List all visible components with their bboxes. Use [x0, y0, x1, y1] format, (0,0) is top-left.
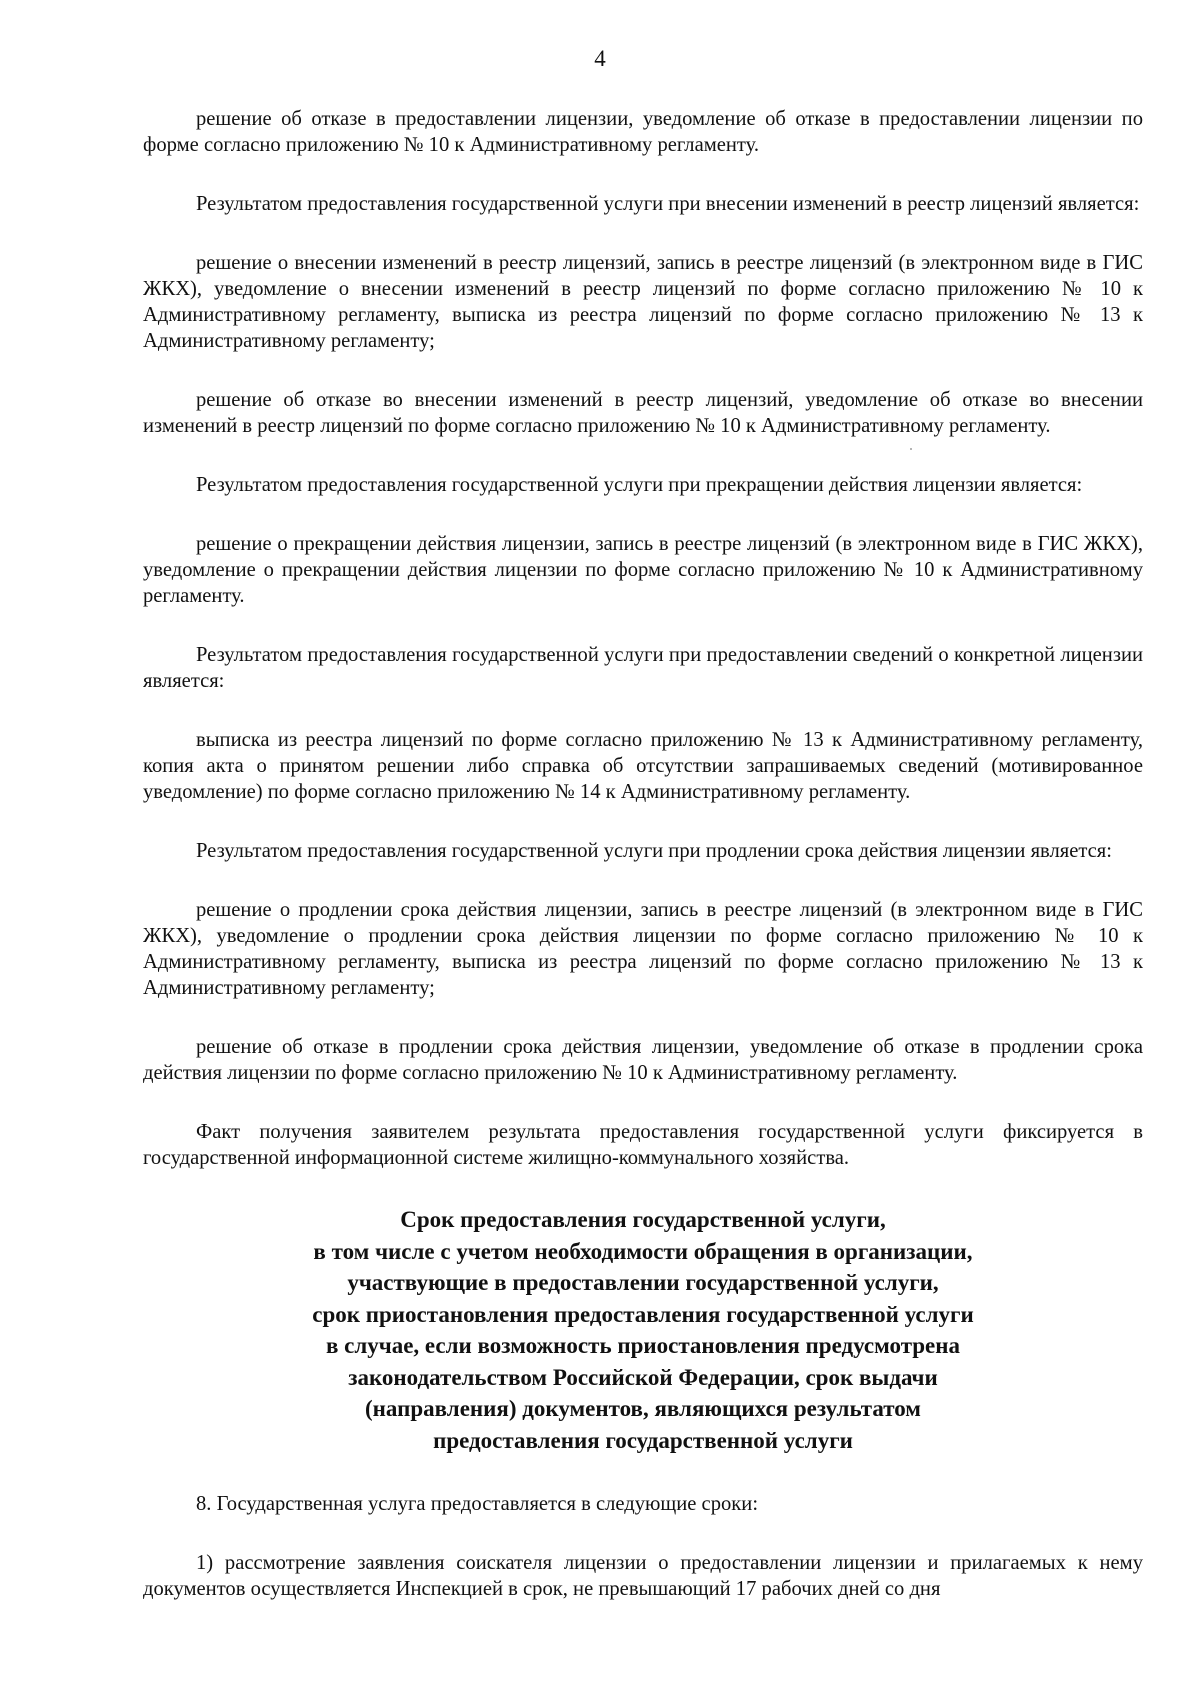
- section-heading-line: предоставления государственной услуги: [433, 1427, 853, 1453]
- section-heading-line: Срок предоставления государственной услуги,: [400, 1207, 886, 1232]
- scan-speck: [910, 448, 912, 450]
- paragraph: 8. Государственная услуга предоставляется в следующие сроки:: [196, 1493, 759, 1515]
- paragraph: 1) рассмотрение заявления соискателя лицензии о предоставлении лицензии и прилагаемых к нему документов осуществляется Инспекцией в срок, не превышающий 17 рабочих дней со дня: [143, 1552, 1143, 1600]
- section-heading-line: срок приостановления предоставления государственной услуги: [312, 1301, 974, 1327]
- section-heading-line: участвующие в предоставлении государственной услуги,: [347, 1270, 939, 1295]
- paragraph: решение о прекращении действия лицензии, запись в реестре лицензий (в электронном виде в ГИС ЖКХ), уведомление о прекращении действия лицензии по форме согласно приложению № 10 к Административному регламенту.: [143, 533, 1143, 607]
- section-heading-line: в случае, если возможность приостановления предусмотрена: [325, 1333, 961, 1358]
- paragraph: решение о внесении изменений в реестр лицензий, запись в реестре лицензий (в электронном виде в ГИС ЖКХ), уведомление о внесении изменений в реестр лицензий по форме согласно приложению № 10 к Административному регламенту, выписка из реестра лицензий по форме согласно приложению № 13 к Административному регламенту;: [143, 252, 1143, 352]
- paragraph: решение об отказе в продлении срока действия лицензии, уведомление об отказе в продлении срока действия лицензии по форме согласно приложению № 10 к Административному регламенту.: [143, 1036, 1143, 1084]
- paragraph: решение о продлении срока действия лицензии, запись в реестре лицензий (в электронном виде в ГИС ЖКХ), уведомление о продлении срока действия лицензии по форме согласно приложению № 10 к Административному регламенту, выписка из реестра лицензий по форме согласно приложению № 13 к Административному регламенту;: [143, 899, 1143, 999]
- paragraph: Результатом предоставления государственной услуги при внесении изменений в реестр лицензий является:: [196, 193, 1140, 215]
- section-heading: [143, 1204, 1143, 1456]
- paragraph: Результатом предоставления государственной услуги при продлении срока действия лицензии является:: [196, 840, 1112, 862]
- paragraph: Результатом предоставления государственной услуги при предоставлении сведений о конкретной лицензии является:: [143, 644, 1143, 692]
- paragraph: решение об отказе во внесении изменений в реестр лицензий, уведомление об отказе во внесении изменений в реестр лицензий по форме согласно приложению № 10 к Административному регламенту.: [143, 389, 1143, 437]
- section-heading-line: в том числе с учетом необходимости обращения в организации,: [313, 1238, 973, 1264]
- paragraph: решение об отказе в предоставлении лицензии, уведомление об отказе в предоставлении лицензии по форме согласно приложению № 10 к Административному регламенту.: [143, 108, 1143, 156]
- paragraph: выписка из реестра лицензий по форме согласно приложению № 13 к Административному регламенту, копия акта о принятом решении либо справка об отсутствии запрашиваемых сведений (мотивированное уведомление) по форме согласно приложению № 14 к Административному регламенту.: [143, 729, 1143, 803]
- document-body: [143, 106, 1143, 1635]
- section-heading-line: (направления) документов, являющихся результатом: [365, 1396, 921, 1421]
- page-number: 4: [594, 46, 606, 71]
- paragraph: Результатом предоставления государственной услуги при прекращении действия лицензии является:: [196, 474, 1083, 496]
- section-heading-line: законодательством Российской Федерации, срок выдачи: [348, 1364, 938, 1390]
- paragraph: Факт получения заявителем результата предоставления государственной услуги фиксируется в государственной информационной системе жилищно-коммунального хозяйства.: [143, 1121, 1143, 1169]
